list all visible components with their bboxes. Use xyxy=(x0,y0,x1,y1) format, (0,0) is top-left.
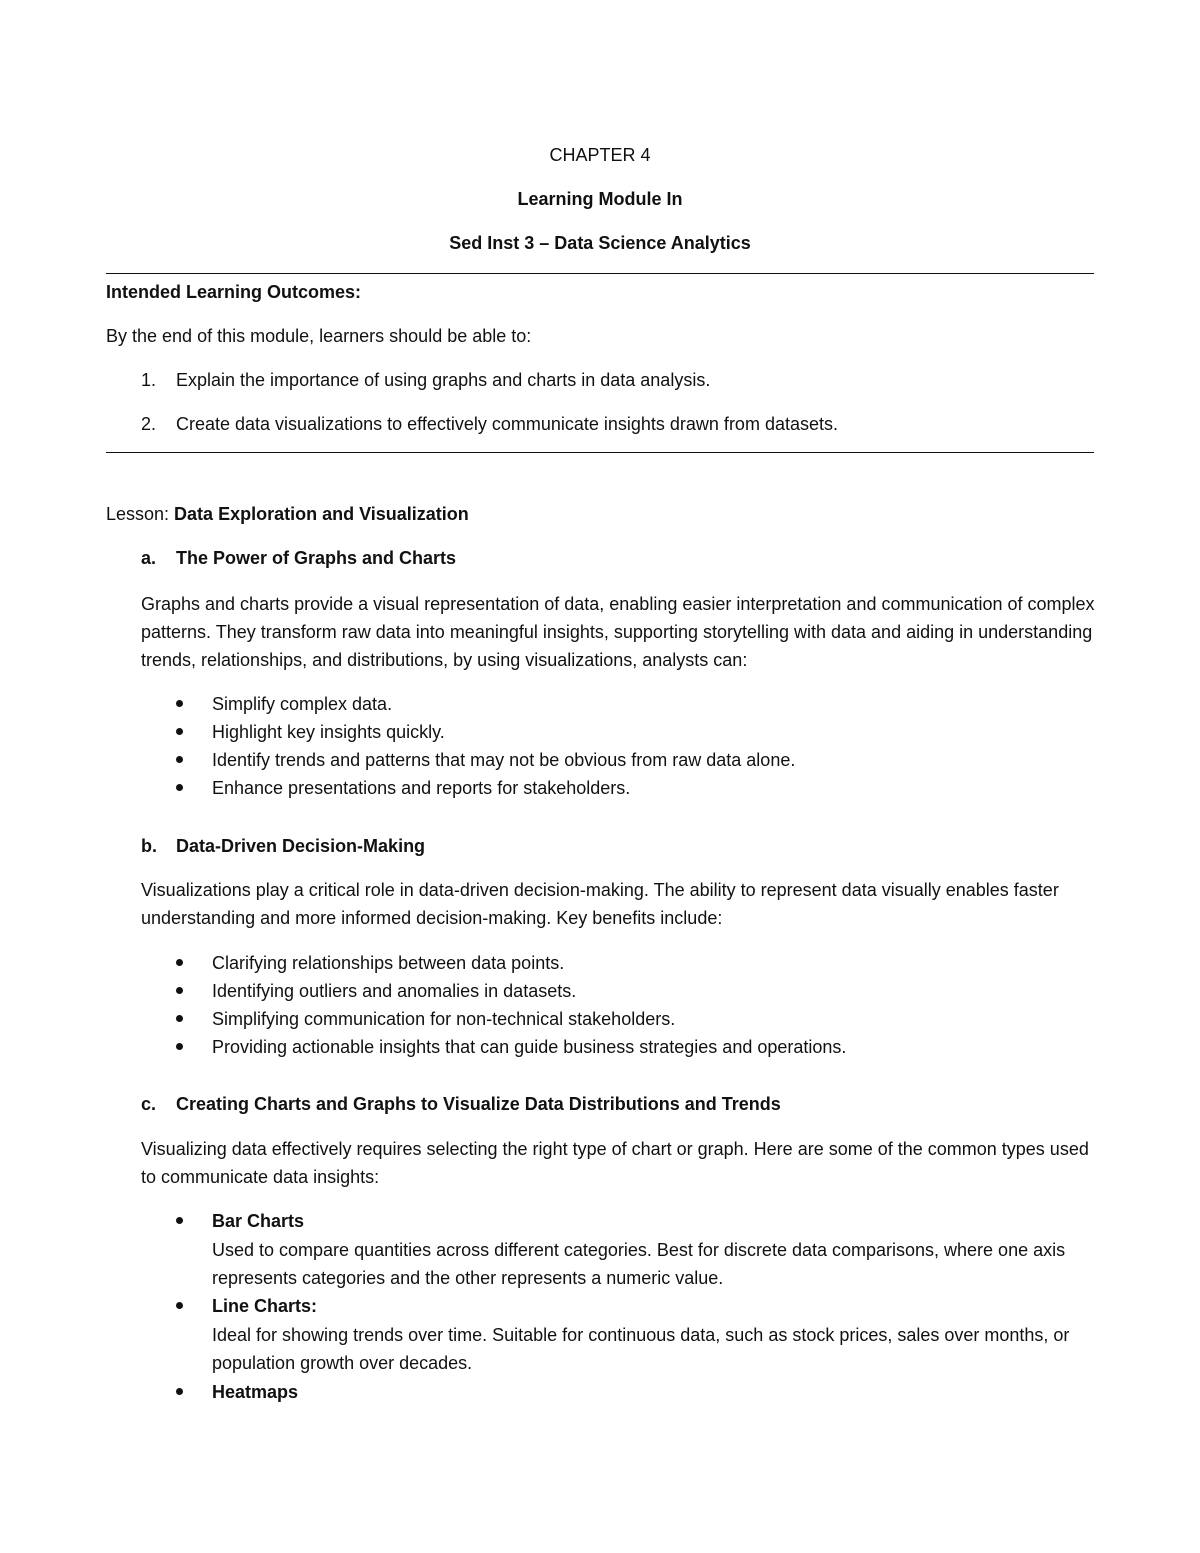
chart-type-name: Line Charts: xyxy=(212,1296,318,1316)
chapter-heading: CHAPTER 4 xyxy=(549,145,651,165)
chart-type-desc: Used to compare quantities across different categories. Best for discrete data comparisons, where one axis represents categories and the other represents a numeric value. xyxy=(212,1240,1066,1288)
bullet-icon xyxy=(176,1217,183,1224)
top-divider xyxy=(106,273,1094,274)
bullet-item: Enhance presentations and reports for stakeholders. xyxy=(212,778,631,798)
bullet-icon xyxy=(176,756,183,763)
chart-type-desc: Ideal for showing trends over time. Suitable for continuous data, such as stock prices, sales over months, or population growth over decades. xyxy=(212,1325,1070,1373)
outcome-number: 1. xyxy=(141,370,157,390)
section-letter: a. xyxy=(141,548,157,568)
section-title: The Power of Graphs and Charts xyxy=(176,548,457,568)
bullet-icon xyxy=(176,1015,183,1022)
section-paragraph: Visualizing data effectively requires selecting the right type of chart or graph. Here are some of the common types used to communicate data insights: xyxy=(141,1139,1089,1187)
section-paragraph: Visualizations play a critical role in data-driven decision-making. The ability to represent data visually enables faster understanding and more informed decision-making. Key benefits include: xyxy=(141,880,1059,928)
bullet-item: Simplify complex data. xyxy=(212,694,393,714)
bullet-item: Highlight key insights quickly. xyxy=(212,722,445,742)
bullet-icon xyxy=(176,1302,183,1309)
bullet-icon xyxy=(176,1388,183,1395)
section-letter: b. xyxy=(141,836,157,856)
section-title: Creating Charts and Graphs to Visualize Data Distributions and Trends xyxy=(176,1094,781,1114)
section-title: Data-Driven Decision-Making xyxy=(176,836,426,856)
bottom-divider xyxy=(106,452,1094,453)
outcomes-intro: By the end of this module, learners should be able to: xyxy=(106,326,532,346)
chart-type-name: Heatmaps xyxy=(212,1382,299,1402)
section-letter: c. xyxy=(141,1094,157,1114)
bullet-icon xyxy=(176,1043,183,1050)
bullet-icon xyxy=(176,987,183,994)
outcomes-heading: Intended Learning Outcomes: xyxy=(106,282,362,302)
bullet-item: Providing actionable insights that can guide business strategies and operations. xyxy=(212,1037,847,1057)
bullet-icon xyxy=(176,784,183,791)
outcome-item: Explain the importance of using graphs and charts in data analysis. xyxy=(176,370,711,390)
bullet-item: Identifying outliers and anomalies in datasets. xyxy=(212,981,577,1001)
lesson-title: Data Exploration and Visualization xyxy=(174,504,469,524)
bullet-item: Simplifying communication for non-technical stakeholders. xyxy=(212,1009,676,1029)
bullet-item: Clarifying relationships between data points. xyxy=(212,953,565,973)
outcome-number: 2. xyxy=(141,414,157,434)
module-heading: Learning Module In xyxy=(517,189,683,209)
bullet-item: Identify trends and patterns that may not be obvious from raw data alone. xyxy=(212,750,796,770)
bullet-icon xyxy=(176,700,183,707)
lesson-line xyxy=(106,500,469,528)
bullet-icon xyxy=(176,728,183,735)
chart-type-name: Bar Charts xyxy=(212,1211,305,1231)
bullet-icon xyxy=(176,959,183,966)
lesson-prefix: Lesson: xyxy=(106,504,175,524)
course-heading: Sed Inst 3 – Data Science Analytics xyxy=(449,233,751,253)
outcome-item: Create data visualizations to effectively communicate insights drawn from datasets. xyxy=(176,414,838,434)
section-paragraph: Graphs and charts provide a visual representation of data, enabling easier interpretation and communication of complex patterns. They transform raw data into meaningful insights, supporting storytelling with data and aiding in understanding trends, relationships, and distributions, by using visualizations, analysts can: xyxy=(141,594,1095,670)
